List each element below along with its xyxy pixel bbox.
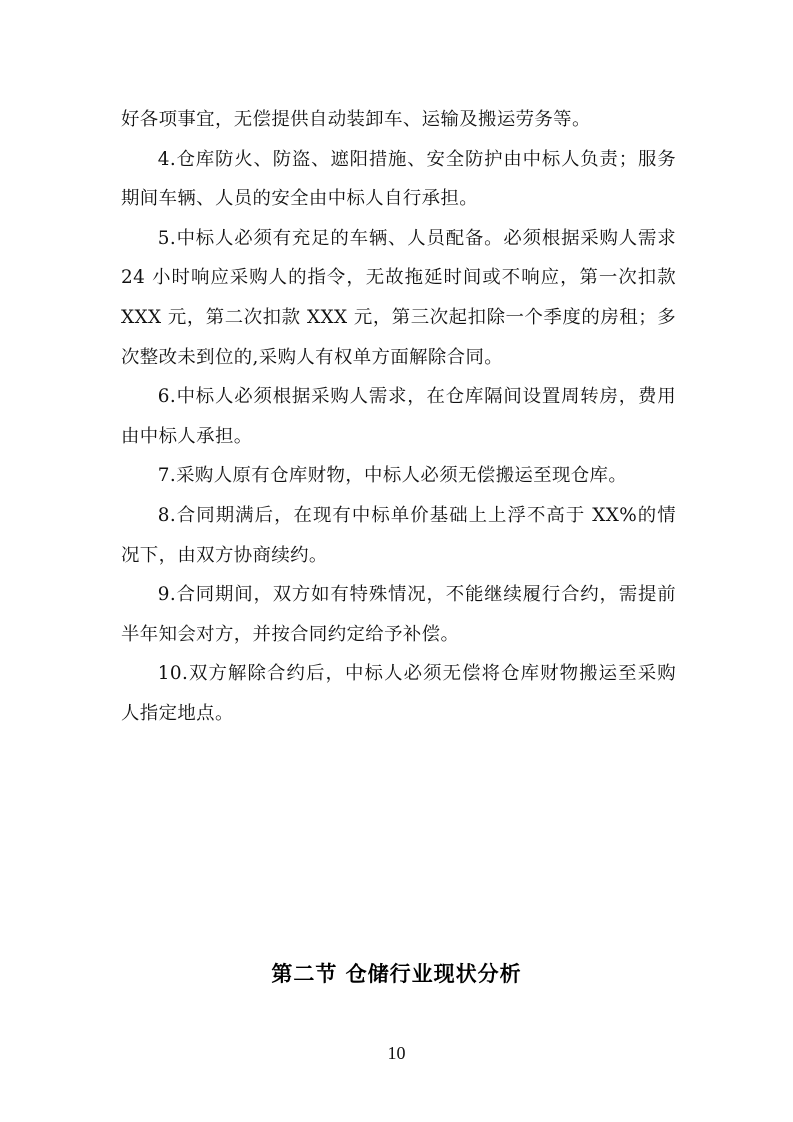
paragraph-clause-5: 5.中标人必须有充足的车辆、人员配备。必须根据采购人需求 24 小时响应采购人的指令，无故拖延时间或不响应，第一次扣款 XXX 元，第二次扣款 XXX 元，第三次起扣除一个季度的房租；多次整改未到位的,采购人有权单方面解除合同。 [121, 227, 676, 368]
paragraph-continuation: 好各项事宜，无偿提供自动装卸车、运输及搬运劳务等。 [121, 109, 591, 130]
paragraph-clause-9: 9.合同期间，双方如有特殊情况，不能继续履行合约，需提前半年知会对方，并按合同约定给予补偿。 [121, 584, 676, 645]
paragraph-clause-8: 8.合同期满后，在现有中标单价基础上上浮不高于 XX%的情况下，由双方协商续约。 [121, 504, 676, 566]
paragraph-clause-6: 6.中标人必须根据采购人需求，在仓库隔间设置周转房，费用由中标人承担。 [121, 386, 676, 447]
paragraph-clause-10: 10.双方解除合约后，中标人必须无偿将仓库财物搬运至采购人指定地点。 [121, 663, 676, 724]
body-text [121, 100, 676, 734]
section-heading: 第二节 仓储行业现状分析 [271, 962, 522, 986]
paragraph-clause-7: 7.采购人原有仓库财物，中标人必须无偿搬运至现仓库。 [157, 465, 628, 487]
paragraph-clause-4: 4.仓库防火、防盗、遮阳措施、安全防护由中标人负责；服务期间车辆、人员的安全由中标人自行承担。 [121, 148, 676, 210]
page-number: 10 [387, 1043, 406, 1063]
